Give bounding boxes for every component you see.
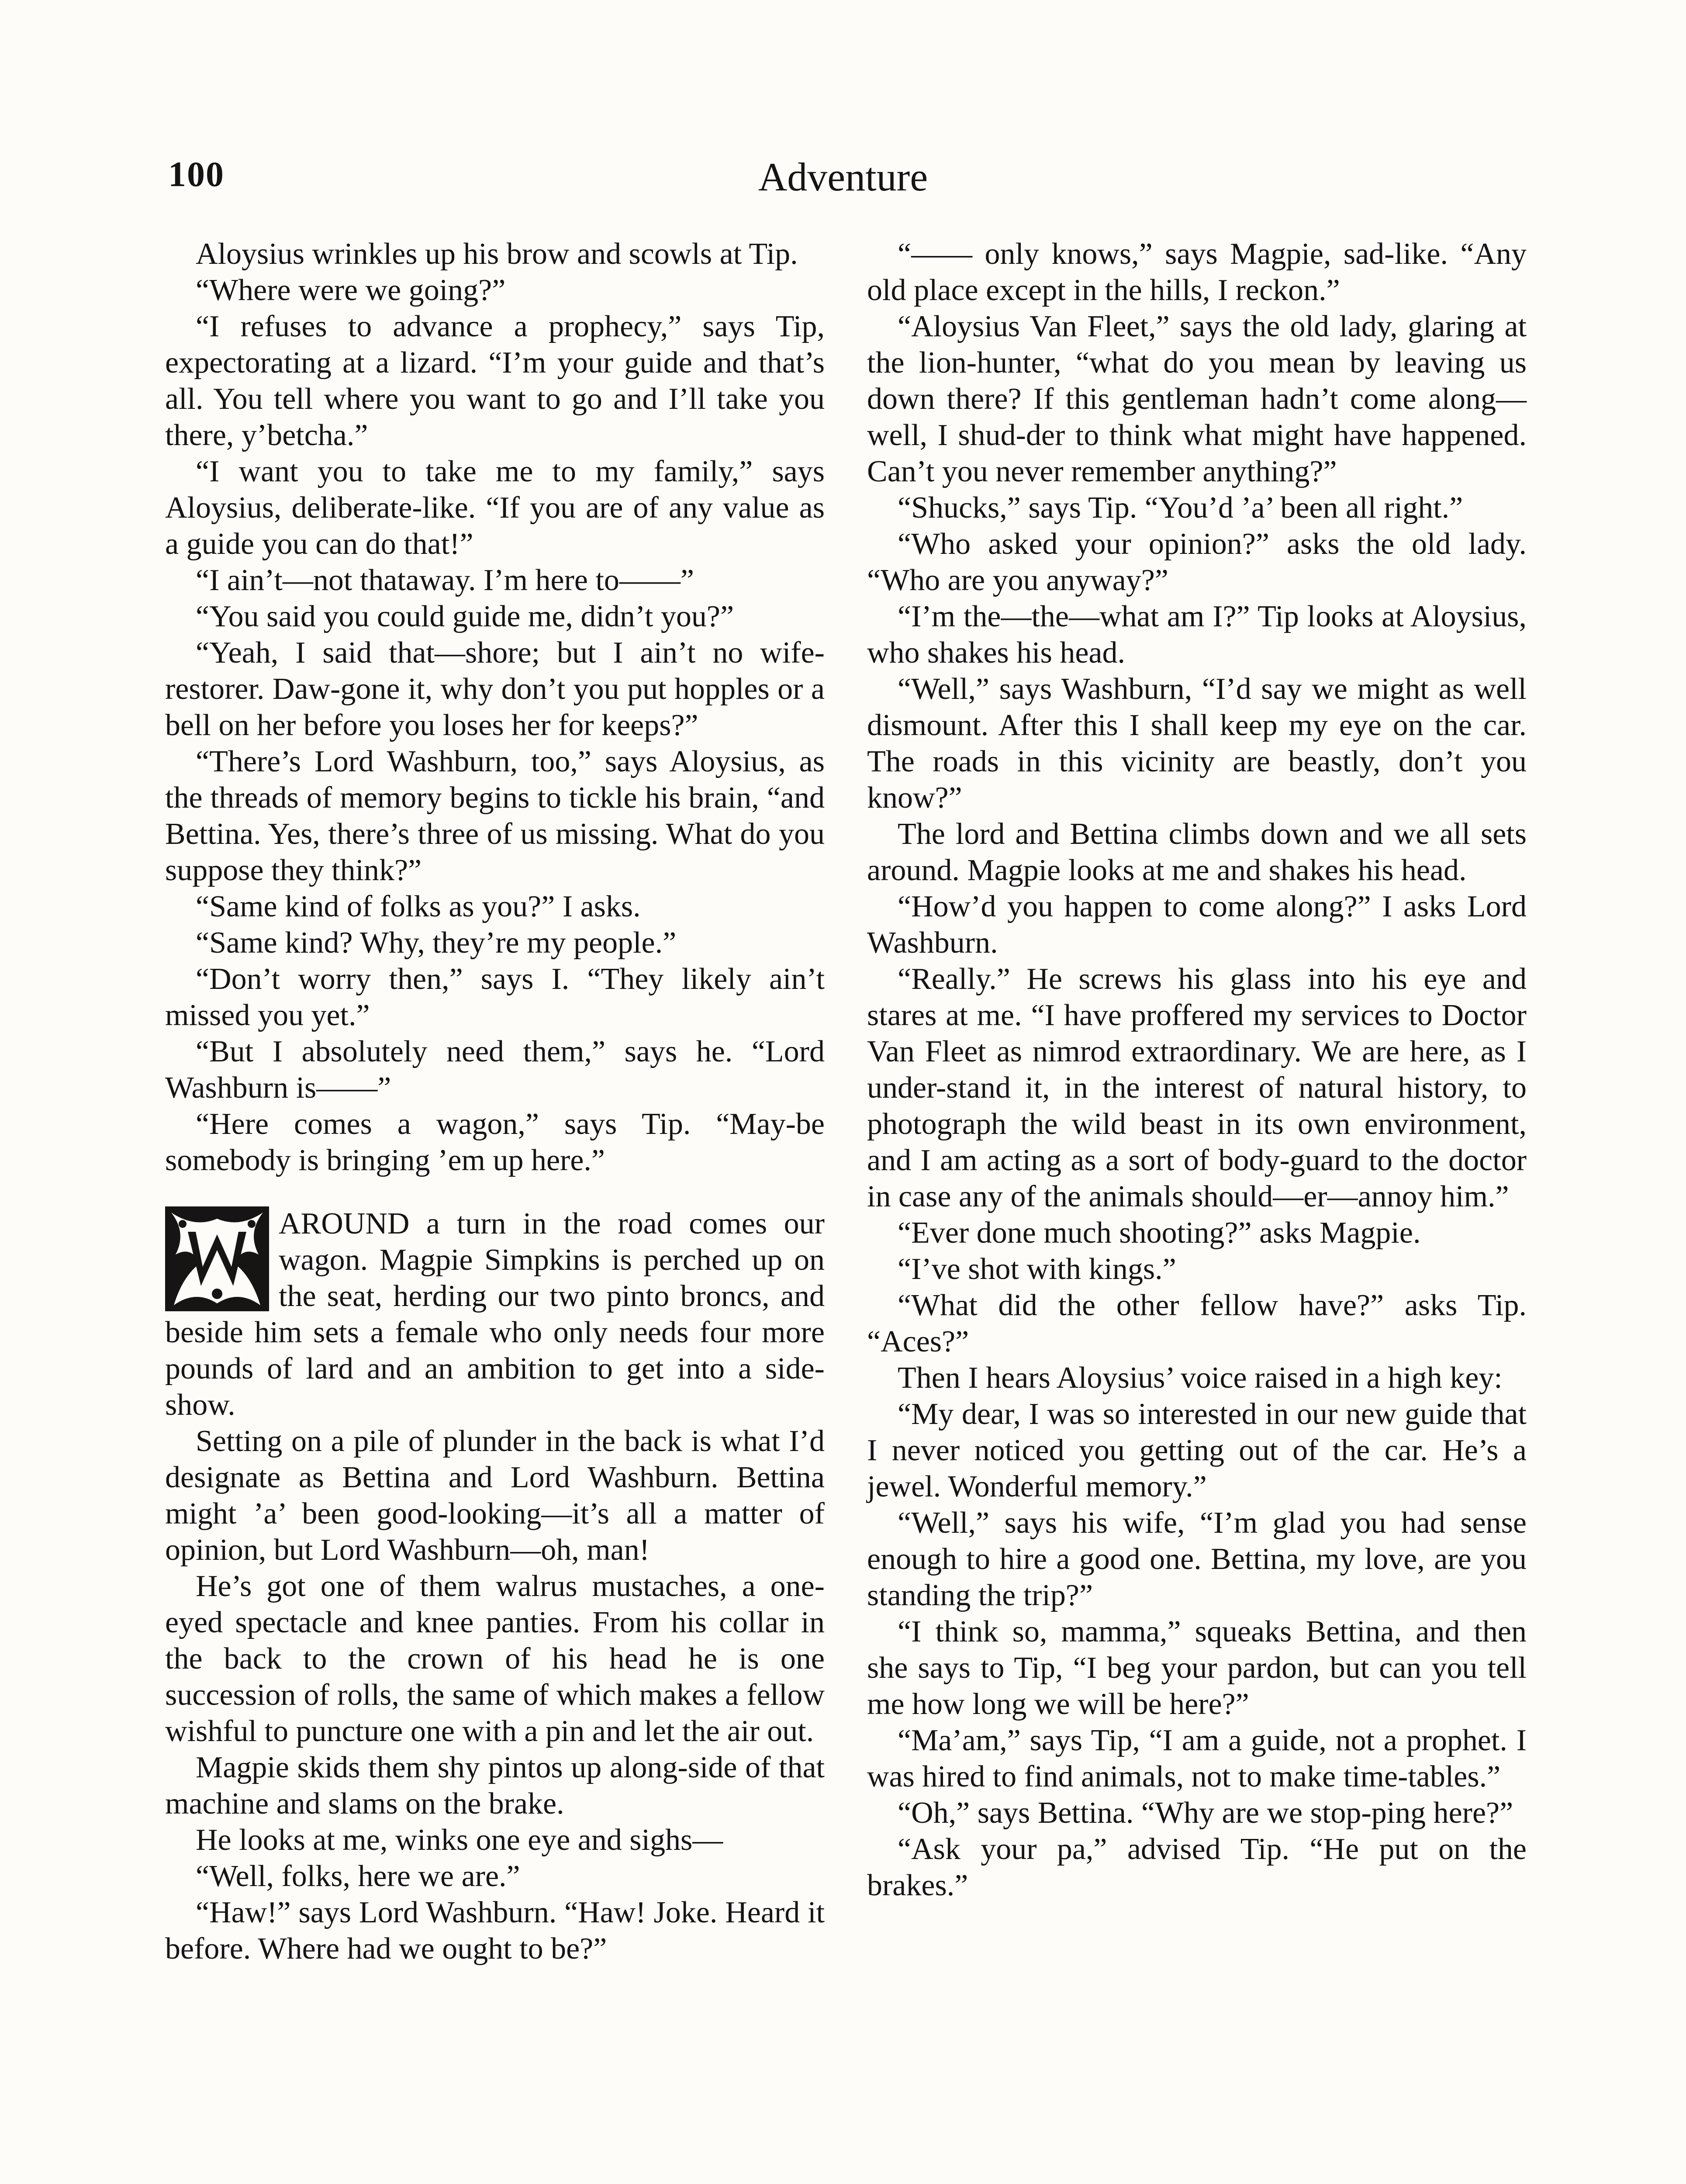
paragraph: Magpie skids them shy pintos up along-side of that machine and slams on the brake. bbox=[165, 1751, 825, 1821]
paragraph: “Ma’am,” says Tip, “I am a guide, not a prophet. I was hired to find animals, not to make time-tables.” bbox=[867, 1724, 1527, 1794]
paragraph: “What did the other fellow have?” asks Tip. “Aces?” bbox=[867, 1289, 1527, 1358]
paragraph: “Yeah, I said that—shore; but I ain’t no wife-restorer. Daw-gone it, why don’t you put hopples or a bell on her before you loses her for keeps?” bbox=[165, 636, 825, 742]
paragraph: “Well,” says Washburn, “I’d say we might as well dismount. After this I shall keep my eye on the car. The roads in this vicinity are beastly, don’t you know?” bbox=[867, 672, 1527, 815]
paragraph: “Aloysius Van Fleet,” says the old lady, glaring at the lion-hunter, “what do you mean by leaving us down there? If this gentleman hadn’t come along—well, I shud-der to think what might have happened. Can’t you never remember anything?” bbox=[867, 310, 1527, 488]
paragraph: “You said you could guide me, didn’t you?” bbox=[196, 600, 734, 633]
paragraph: “Same kind? Why, they’re my people.” bbox=[196, 926, 677, 960]
paragraph: “Where were we going?” bbox=[196, 273, 506, 307]
paragraph: “I want you to take me to my family,” says Aloysius, deliberate-like. “If you are of any value as a guide you can do that!” bbox=[165, 455, 825, 561]
paragraph: “Who asked your opinion?” asks the old lady. “Who are you anyway?” bbox=[867, 527, 1527, 597]
magazine-title: Adventure bbox=[758, 155, 928, 199]
paragraph: “Well,” says his wife, “I’m glad you had sense enough to hire a good one. Bettina, my love, are you standing the trip?” bbox=[867, 1506, 1527, 1612]
page-number: 100 bbox=[168, 154, 225, 194]
paragraph: Aloysius wrinkles up his brow and scowls at Tip. bbox=[196, 237, 798, 271]
paragraph: “There’s Lord Washburn, too,” says Aloysius, as the threads of memory begins to tickle his brain, “and Bettina. Yes, there’s three of us missing. What do you suppose they think?” bbox=[165, 745, 825, 887]
paragraph: He looks at me, winks one eye and sighs— bbox=[196, 1823, 723, 1857]
paragraph: “Don’t worry then,” says I. “They likely ain’t missed you yet.” bbox=[165, 962, 825, 1032]
paragraph: He’s got one of them walrus mustaches, a one-eyed spectacle and knee panties. From his collar in the back to the crown of his head he is one succession of rolls, the same of which makes a fellow wishful to puncture one with a pin and let the air out. bbox=[165, 1569, 825, 1748]
paragraph: “I’m the—the—what am I?” Tip looks at Aloysius, who shakes his head. bbox=[867, 600, 1527, 670]
left-column-top-text bbox=[165, 236, 825, 1178]
ornamental-initial-icon bbox=[165, 1206, 269, 1311]
paragraph: “Here comes a wagon,” says Tip. “May-be somebody is bringing ’em up here.” bbox=[165, 1107, 825, 1177]
drop-cap-section bbox=[165, 1206, 825, 1423]
paragraph: “But I absolutely need them,” says he. “Lord Washburn is——” bbox=[165, 1035, 825, 1105]
paragraph: “Shucks,” says Tip. “You’d ’a’ been all right.” bbox=[898, 491, 1463, 525]
paragraph: “How’d you happen to come along?” I asks Lord Washburn. bbox=[867, 890, 1527, 960]
paragraph: “Ask your pa,” advised Tip. “He put on the brakes.” bbox=[867, 1832, 1527, 1902]
paragraph: “Well, folks, here we are.” bbox=[196, 1859, 520, 1893]
paragraph: “Haw!” says Lord Washburn. “Haw! Joke. Heard it before. Where had we ought to be?” bbox=[165, 1896, 825, 1966]
paragraph: “I ain’t—not thataway. I’m here to——” bbox=[196, 563, 694, 597]
left-column-bottom-text bbox=[165, 1423, 825, 1967]
paragraph: “—— only knows,” says Magpie, sad-like. “Any old place except in the hills, I reckon.” bbox=[867, 237, 1527, 307]
paragraph: “I refuses to advance a prophecy,” says Tip, expectorating at a lizard. “I’m your guide and that’s all. You tell where you want to go and I’ll take you there, y’betcha.” bbox=[165, 310, 825, 452]
paragraph: Setting on a pile of plunder in the back is what I’d designate as Bettina and Lord Washburn. Bettina might ’a’ been good-looking—it’s all a matter of opinion, but Lord Washburn—oh, man! bbox=[165, 1424, 825, 1567]
paragraph: “I think so, mamma,” squeaks Bettina, and then she says to Tip, “I beg your pardon, but can you tell me how long we will be here?” bbox=[867, 1615, 1527, 1721]
paragraph: “Oh,” says Bettina. “Why are we stop-ping here?” bbox=[898, 1796, 1513, 1830]
paragraph: “Ever done much shooting?” asks Magpie. bbox=[898, 1216, 1421, 1250]
drop-cap-paragraph: AROUND a turn in the road comes our wagon. Magpie Simpkins is perched up on the seat, herding our two pinto broncs, and beside him sets a female who only needs four more pounds of lard and an ambition to get into a side-show. bbox=[165, 1207, 825, 1422]
paragraph: Then I hears Aloysius’ voice raised in a high key: bbox=[898, 1361, 1503, 1395]
paragraph: The lord and Bettina climbs down and we all sets around. Magpie looks at me and shakes his head. bbox=[867, 817, 1527, 887]
paragraph: “Same kind of folks as you?” I asks. bbox=[196, 890, 641, 923]
right-column bbox=[867, 236, 1527, 1904]
paragraph: “I’ve shot with kings.” bbox=[898, 1252, 1176, 1286]
left-column bbox=[165, 236, 825, 1967]
paragraph: “Really.” He screws his glass into his eye and stares at me. “I have proffered my services to Doctor Van Fleet as nimrod extraordinary. We are here, as I under-stand it, in the interest of natural history, to photograph the wild beast in its own environment, and I am acting as a sort of body-guard to the doctor in case any of the animals should—er—annoy him.” bbox=[867, 962, 1527, 1213]
page-header bbox=[0, 144, 1686, 218]
paragraph: “My dear, I was so interested in our new guide that I never noticed you getting out of the car. He’s a jewel. Wonderful memory.” bbox=[867, 1397, 1527, 1503]
